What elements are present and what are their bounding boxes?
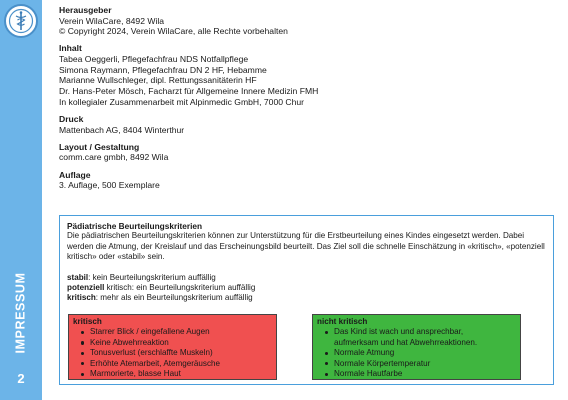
section-content [59,43,559,107]
section-publisher [59,5,559,37]
caduceus-logo-icon [4,4,38,38]
section-line: © Copyright 2024, Verein WilaCare, alle Rechte vorbehalten [59,26,288,37]
list-item: Erhöhte Atemarbeit, Atemgeräusche [81,359,272,369]
section-line: 3. Auflage, 500 Exemplare [59,180,160,191]
level-stable: stabil: kein Beurteilungskriterium auffällig [67,272,216,282]
section-layout [59,142,559,163]
sidebar [0,0,42,400]
not-critical-box [312,314,521,380]
section-line: Tabea Oeggerli, Pflegefachfrau NDS Notfallpflege [59,54,249,65]
list-item: Tonusverlust (erschlaffte Muskeln) [81,348,272,358]
critical-list [73,327,272,379]
pediatric-criteria-box [59,215,554,385]
list-item: Keine Abwehrreaktion [81,338,272,348]
not-critical-title: nicht kritisch [317,317,368,326]
section-line: Dr. Hans-Peter Mösch, Facharzt für Allgemeine Innere Medizin FMH [59,86,319,97]
imprint-content [59,5,559,197]
section-line: In kollegialer Zusammenarbeit mit Alpinmedic GmbH, 7000 Chur [59,96,305,107]
level-potentially-critical: potenziell kritisch: ein Beurteilungskriterium auffällig [67,283,256,293]
page-number: 2 [17,371,25,386]
critical-title: kritisch [73,317,102,326]
section-print [59,114,559,135]
not-critical-list [317,327,516,379]
section-heading: Inhalt [59,43,82,54]
section-label: IMPRESSUM [14,272,29,354]
section-line: comm.care gmbh, 8492 Wila [59,152,169,163]
list-item: Marmorierte, blasse Haut [81,369,272,379]
section-heading: Druck [59,113,84,124]
criteria-levels [67,273,553,304]
section-line: Verein WilaCare, 8492 Wila [59,15,165,26]
level-critical: kritisch: mehr als ein Beurteilungskriterium auffällig [67,293,253,303]
section-heading: Auflage [59,169,91,180]
section-line: Marianne Wullschleger, dipl. Rettungssanitäterin HF [59,75,257,86]
section-heading: Herausgeber [59,5,112,15]
section-line: Simona Raymann, Pflegefachfrau DN 2 HF, Hebamme [59,64,267,75]
list-item: Starrer Blick / eingefallene Augen [81,327,272,337]
list-item: Normale Hautfarbe [325,369,516,379]
list-item: Das Kind ist wach und ansprechbar, aufmerksam und hat Abwehrreaktionen. [325,327,516,348]
critical-box [68,314,277,380]
criteria-intro: Die pädiatrischen Beurteilungskriterien können zur Unterstützung für die Erstbeurteilung eines Kindes eingesetzt werden. Dabei werden die Atmung, der Kreislauf und das Erscheinungsbild beurteilt. Das Ziel soll die schnelle Einschätzung in «kritisch», «potenziell kritisch» oder «stabil» sein. [67,231,545,262]
list-item: Normale Atmung [325,348,516,358]
section-heading: Layout / Gestaltung [59,141,140,152]
list-item: Normale Körpertemperatur [325,359,516,369]
section-line: Mattenbach AG, 8404 Winterthur [59,124,185,135]
criteria-title: Pädiatrische Beurteilungskriterien [67,221,203,231]
section-edition [59,170,559,191]
